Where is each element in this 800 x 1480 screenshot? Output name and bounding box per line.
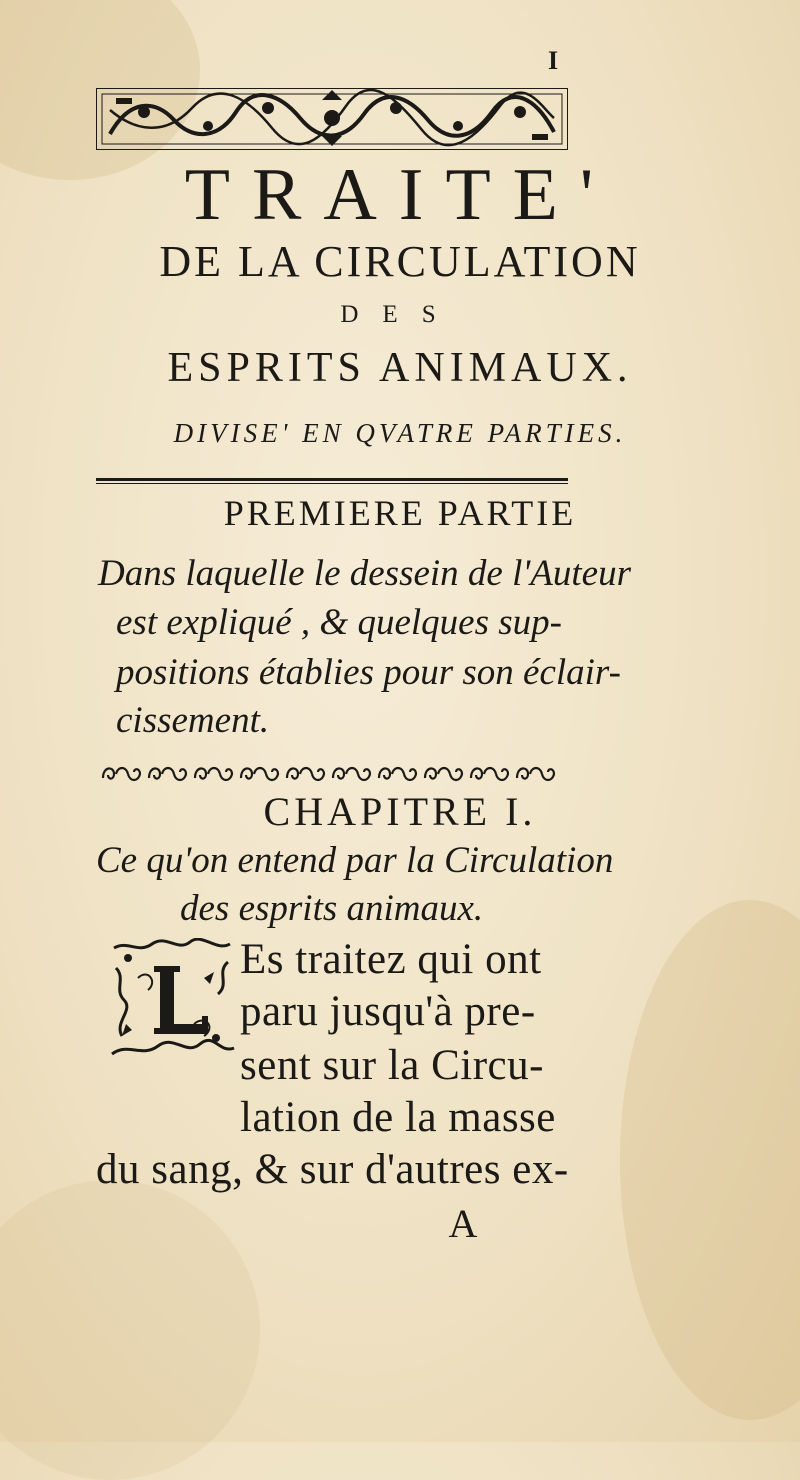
chapter-subtitle-line: Ce qu'on entend par la Circulation [96, 840, 614, 881]
body-text-line: du sang, & sur d'autres ex- [96, 1146, 569, 1193]
paper-stain [620, 900, 800, 1420]
body-text-line: paru jusqu'à pre- [240, 988, 536, 1035]
headpiece-ornament [96, 88, 568, 150]
part-description-line: positions établies pour son éclair- [116, 652, 621, 693]
page-number: I [548, 46, 559, 75]
body-text-line: lation de la masse [240, 1094, 556, 1141]
thick-rule [96, 478, 568, 481]
part-description-line: cissement. [116, 700, 270, 741]
title-line-2: DE LA CIRCULATION [159, 237, 641, 286]
decorated-initial-L [108, 938, 236, 1060]
part-description-line: Dans laquelle le dessein de l'Auteur [98, 553, 631, 594]
title-line-3: DES [340, 301, 460, 328]
signature-mark: A [448, 1201, 478, 1246]
chapter-heading: CHAPITRE I. [263, 789, 537, 834]
chapter-subtitle-line: des esprits animaux. [180, 888, 484, 929]
thin-rule [96, 483, 568, 484]
body-text-line: Es traitez qui ont [240, 936, 542, 983]
title-main: TRAITE' [184, 154, 616, 236]
part-description-line: est expliqué , & quelques sup- [116, 602, 562, 643]
title-line-4: ESPRITS ANIMAUX. [167, 345, 633, 391]
fleuron-band-ornament [100, 762, 566, 784]
part-heading: PREMIERE PARTIE [223, 493, 577, 533]
body-text-line: sent sur la Circu- [240, 1042, 544, 1089]
title-division: DIVISE' EN QVATRE PARTIES. [173, 418, 627, 448]
